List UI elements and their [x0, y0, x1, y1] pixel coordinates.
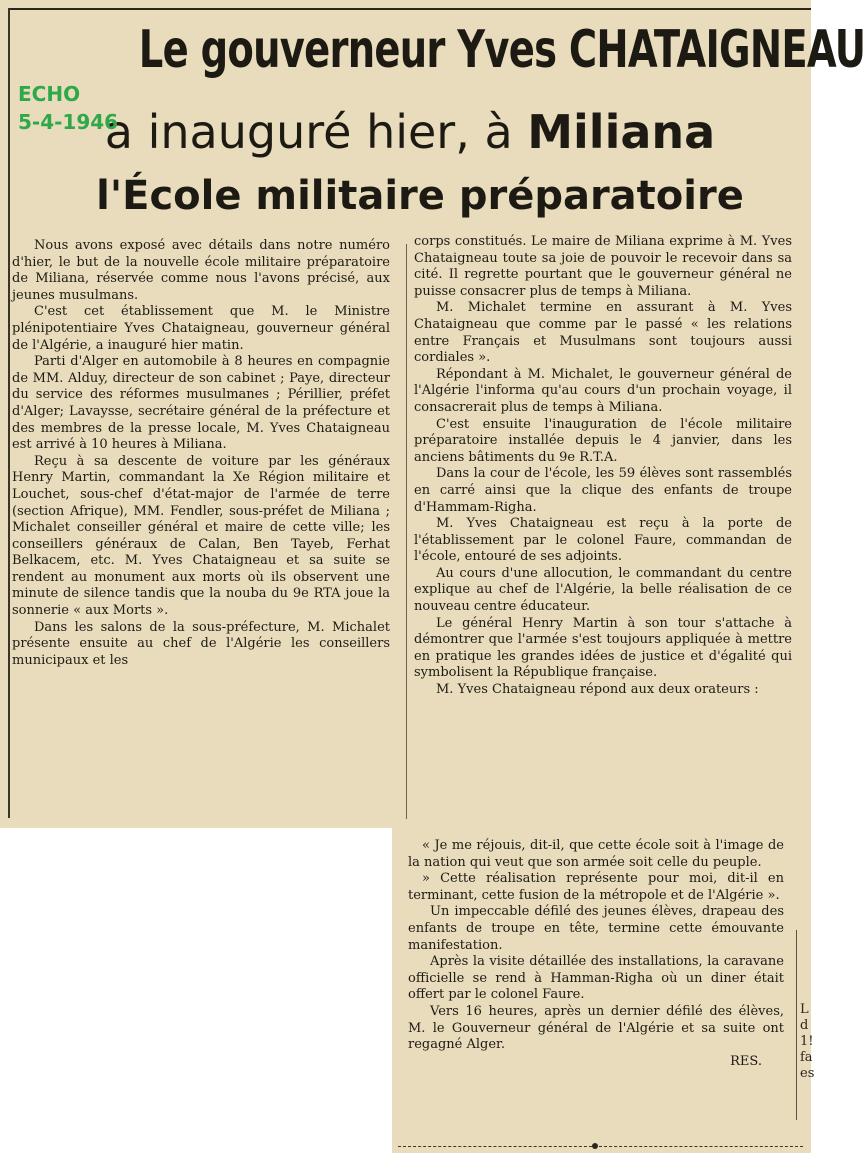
paragraph: Parti d'Alger en automobile à 8 heures en compagnie de MM. Alduy, directeur de son cabinet ; Paye, directeur du service des réformes musulmanes ; Périllier, préfet d'Alger; Lavaysse, secrétaire général de la préfecture et des membres de la presse locale, M. Yves Chataigneau est arrivé à 10 heures à Miliana. [12, 354, 390, 453]
paragraph: « Je me réjouis, dit-il, que cette école soit à l'image de la nation qui veut que son armée soit celle du peuple. [408, 838, 784, 870]
headline-line-1: Le gouverneur Yves CHATAIGNEAU [138, 20, 865, 80]
paragraph: C'est cet établissement que M. le Ministre plénipotentiaire Yves Chataigneau, gouverneur général de l'Algérie, a inauguré hier matin. [12, 304, 390, 353]
stamp-source: ECHO [18, 82, 81, 106]
article-column-2 [414, 234, 792, 699]
column-rule [406, 244, 407, 819]
paragraph: Dans la cour de l'école, les 59 élèves sont rassemblés en carré ainsi que la clique des enfants de troupe d'Hammam-Righa. [414, 466, 792, 515]
paragraph: Vers 16 heures, après un dernier défilé des élèves, M. le Gouverneur général de l'Algérie et sa suite ont regagné Alger. [408, 1003, 784, 1053]
top-rule [10, 8, 811, 10]
article-column-1 [12, 238, 390, 669]
paragraph: C'est ensuite l'inauguration de l'école militaire préparatoire installée depuis le 4 janvier, dans les anciens bâtiments du 9e R.T.A. [414, 416, 792, 465]
headline-line-2 [80, 102, 740, 162]
bottom-ornament [592, 1143, 598, 1149]
left-rule [8, 8, 10, 818]
paragraph: M. Yves Chataigneau est reçu à la porte de l'établissement par le colonel Faure, commandan de l'école, entouré de ses adjoints. [414, 516, 792, 565]
paragraph: Dans les salons de la sous-préfecture, M. Michalet présente ensuite au chef de l'Algérie les conseillers municipaux et les [12, 619, 390, 668]
headline-line-2a: a inauguré hier, à [104, 105, 528, 159]
headline-line-3: l'École militaire préparatoire [96, 173, 744, 219]
paragraph: corps constitués. Le maire de Miliana exprime à M. Yves Chataigneau toute sa joie de pouvoir le recevoir dans sa cité. Il regrette pourtant que le gouverneur général ne puisse consacrer plus de temps à Miliana. [414, 234, 792, 299]
stamp-date: 5-4-1946 [18, 110, 119, 134]
paragraph: Nous avons exposé avec détails dans notre numéro d'hier, le but de la nouvelle école militaire préparatoire de Miliana, réservée comme nous l'avons précisé, aux jeunes musulmans. [12, 238, 390, 303]
paragraph: M. Yves Chataigneau répond aux deux orateurs : [436, 682, 759, 698]
paragraph: Reçu à sa descente de voiture par les généraux Henry Martin, commandant la Xe Région militaire et Louchet, sous-chef d'état-major de l'armée de terre (section Afrique), MM. Fendler, sous-préfet de Miliana ; Michalet conseiller général et maire de cette ville; les conseillers généraux de Calan, Ben Tayeb, Ferhat Belkacem, etc. M. Yves Chataigneau et sa suite se rendent au monument aux morts où ils observent une minute de silence tandis que la nouba du 9e RTA joue la sonnerie « aux Morts ». [12, 453, 390, 619]
paragraph: Le général Henry Martin à son tour s'attache à démontrer que l'armée s'est toujours appliquée à mettre en pratique les grandes idées de justice et d'égalité qui symbolisent la République française. [414, 615, 792, 681]
paragraph: Au cours d'une allocution, le commandant du centre explique au chef de l'Algérie, la belle réalisation de ce nouveau centre éducateur. [414, 565, 792, 615]
paragraph: M. Michalet termine en assurant à M. Yves Chataigneau que comme par le passé « les relations entre Français et Musulmans sont toujours aussi cordiales ». [414, 300, 792, 366]
paragraph: » Cette réalisation représente pour moi, dit-il en terminant, cette fusion de la métropole et de l'Algérie ». [408, 871, 784, 903]
headline-place: Miliana [527, 105, 716, 159]
adjacent-column-fragment: L d 1! fa es [800, 1002, 815, 1081]
bottom-rule [398, 1146, 803, 1147]
paragraph: Un impeccable défilé des jeunes élèves, drapeau des enfants de troupe en tête, termine cette émouvante manifestation. [408, 904, 784, 953]
archive-stamp [18, 80, 118, 136]
paragraph: Répondant à M. Michalet, le gouverneur général de l'Algérie l'informa qu'au cours d'un prochain voyage, il consacrerait plus de temps à Miliana. [414, 366, 792, 415]
paragraph: Après la visite détaillée des installations, la caravane officielle se rend à Hamman-Righa où un diner était offert par le colonel Faure. [408, 954, 784, 1003]
article-column-3 [408, 838, 784, 1070]
author-signature: RES. [730, 1053, 762, 1069]
